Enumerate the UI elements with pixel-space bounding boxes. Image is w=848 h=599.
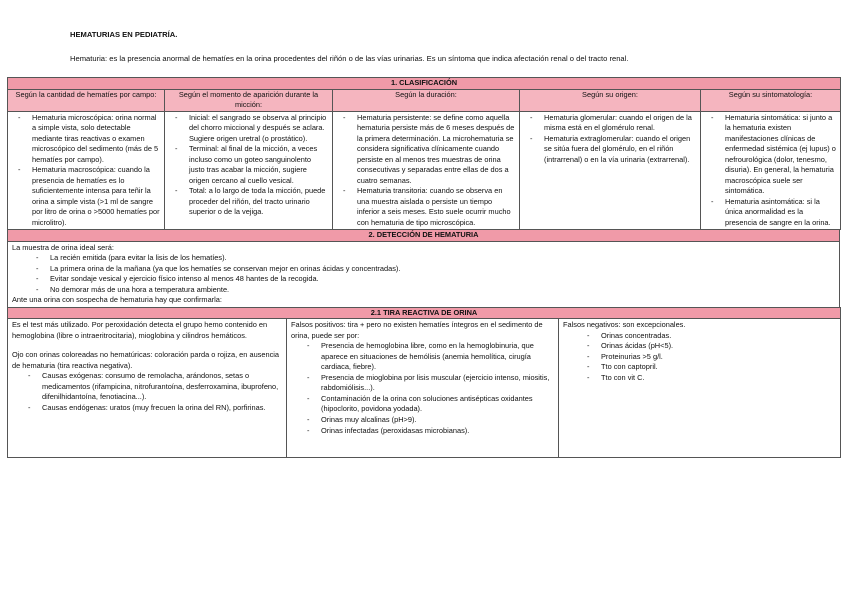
false-negatives-lead: Falsos negativos: son excepcionales.: [563, 320, 686, 330]
section-heading-strip: 2.1 TIRA REACTIVA DE ORINA: [8, 307, 841, 319]
list-item: - Proteinurias >5 g/l.: [593, 352, 836, 363]
list-item: - Presencia de mioglobina por lisis muscular (ejercicio intenso, miositis, rabdomiólisis...).: [313, 373, 554, 394]
cell-origin: [520, 111, 701, 230]
cell-quantity: [8, 111, 165, 230]
column-header-symptoms: Según su sintomatología:: [701, 89, 841, 111]
cell-duration: [333, 111, 520, 230]
list-item: - Hematuria microscópica: orina normal a simple vista, solo detectable mediante tiras reactivas o examen microscópico del sedimento (más de 5 hematíes por campo).: [24, 113, 160, 166]
list-item: - Causas exógenas: consumo de remolacha, arándonos, setas o medicamentos (rifampicina, nitrofurantoína, desferroxamina, ibuprofeno, difenilhidantoína, fenotiacina...).: [34, 371, 282, 403]
classification-table: [7, 77, 841, 230]
list-item: - La recién emitida (para evitar la lisis de los hematíes).: [42, 253, 835, 264]
list-item: - Causas endógenas: uratos (muy frecuen la orina del RN), porfirinas.: [34, 403, 282, 414]
page-title: HEMATURIAS EN PEDIATRÍA.: [70, 30, 178, 39]
list-item: - Tto con captopril.: [593, 362, 836, 373]
list-item: - Hematuria asintomática: si la única anormalidad es la presencia de sangre en la orina.: [717, 197, 836, 229]
list-item: - Hematuria sintomática: si junto a la hematuria existen manifestaciones clínicas de enfermedad sistémica (ej lupus) o nefrourológica (dolor, tenesmo, disuria). En general, la hematuria macroscópica suele ser sintomática.: [717, 113, 836, 197]
list-item: - La primera orina de la mañana (ya que los hematíes se conservan mejor en orinas ácidas y concentradas).: [42, 264, 835, 275]
list-item: - Hematuria macroscópica: cuando la presencia de hematíes es lo suficientemente intensa para teñir la orina a simple vista (>1 ml de sangre por litro de orina o >5000 hematíes por microlitro).: [24, 165, 160, 228]
list-item: - Hematuria transitoria: cuando se observa en una muestra aislada o persiste un tiempo inferior a seis meses. Esto suele ocurrir mucho con hematuria de tipo microscópica.: [349, 186, 515, 228]
false-positives-lead: Falsos positivos: tira + pero no existen hematíes íntegros en el sedimento de orina, puede ser por:: [291, 320, 543, 340]
list-item: - Orinas infectadas (peroxidasas microbianas).: [313, 426, 554, 437]
column-header-timing: Según el momento de aparición durante la micción:: [165, 89, 333, 111]
list-item: - Tto con vit C.: [593, 373, 836, 384]
list-item: - Hematuria extraglomerular: cuando el origen se sitúa fuera del glomérulo, en el riñón (intrarrenal) o en la vía urinaria (extrarrenal).: [536, 134, 696, 166]
cell-timing: [165, 111, 333, 230]
list-item: - Hematuria persistente: se define como aquella hematuria persiste más de 6 meses después de la primera determinación. La microhematuria se considera significativa clínicamente cuando persiste en al menos tres muestras de orina consecutivas y separadas entre ellas de dos a cuatro semanas.: [349, 113, 515, 187]
strip-table: [7, 307, 841, 459]
detection-cell: [8, 241, 840, 307]
detection-footer: Ante una orina con sospecha de hematuria hay que confirmarla:: [12, 295, 222, 305]
intro-paragraph: Hematuria: es la presencia anormal de hematíes en la orina procedentes del riñón o de las vías urinarias. Es un síntoma que indica afectación renal o del tracto renal.: [70, 54, 629, 63]
detection-lead: La muestra de orina ideal será:: [12, 242, 114, 252]
strip-cell-false-positives: [287, 319, 559, 458]
list-item: - No demorar más de una hora a temperatura ambiente.: [42, 285, 835, 296]
cell-symptoms: [701, 111, 841, 230]
section-heading-detection: 2. DETECCIÓN DE HEMATURIA: [8, 230, 840, 242]
list-item: - Contaminación de la orina con soluciones antisépticas oxidantes (hipoclorito, povidona yodada).: [313, 394, 554, 415]
document-body: [7, 77, 840, 458]
list-item: - Orinas ácidas (pH<5).: [593, 341, 836, 352]
list-item: - Orinas muy alcalinas (pH>9).: [313, 415, 554, 426]
list-item: - Presencia de hemoglobina libre, como en la hemoglobinuria, que aparece en situaciones de hemólisis (anemia hemolítica, cirugía cardiaca, fiebre).: [313, 341, 554, 373]
list-item: - Terminal: al final de la micción, a veces incluso como un goteo sanguinolento justo tras acabar la micción, sugiere origen cercano al cuello vesical.: [181, 144, 328, 186]
column-header-quantity: Según la cantidad de hematíes por campo:: [8, 89, 165, 111]
list-item: - Hematuria glomerular: cuando el origen de la misma está en el glomérulo renal.: [536, 113, 696, 134]
column-header-origin: Según su origen:: [520, 89, 701, 111]
column-header-duration: Según la duración:: [333, 89, 520, 111]
section-heading-classification: 1. CLASIFICACIÓN: [8, 78, 841, 90]
strip-cell-test: [8, 319, 287, 458]
list-item: - Inicial: el sangrado se observa al principio del chorro miccional y después se aclara. Sugiere origen uretral (o prostático).: [181, 113, 328, 145]
strip-paragraph: Es el test más utilizado. Por peroxidación detecta el grupo hemo contenido en hemoglobina (libre o intraeritrocitaria), mioglobina y cilindros hemáticos.: [12, 320, 268, 340]
list-item: - Total: a lo largo de toda la micción, puede proceder del riñón, del tracto urinario superior o de la vejiga.: [181, 186, 328, 218]
list-item: - Orinas concentradas.: [593, 331, 836, 342]
detection-table: [7, 229, 840, 308]
strip-cell-false-negatives: [559, 319, 841, 458]
strip-paragraph: Ojo con orinas coloreadas no hematúricas: coloración parda o rojiza, en ausencia de hematuria (tira reactiva negativa).: [12, 350, 280, 370]
list-item: - Evitar sondaje vesical y ejercicio físico intenso al menos 48 hantes de la recogida.: [42, 274, 835, 285]
